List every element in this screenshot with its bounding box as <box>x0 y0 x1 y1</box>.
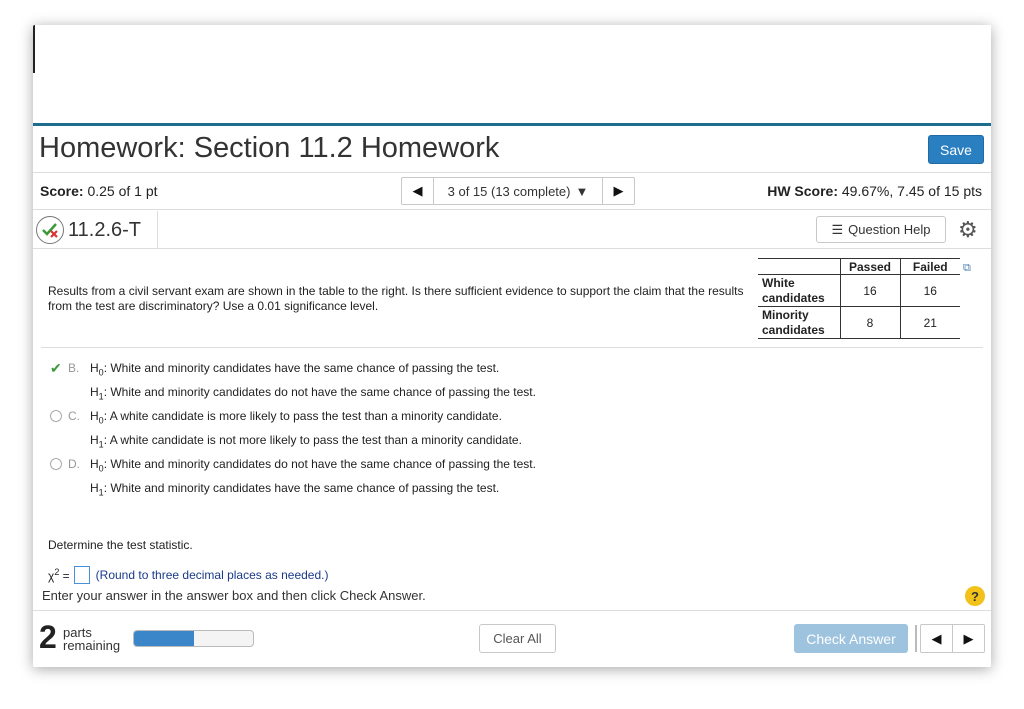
option-text: $H_0$: White and minority candidates have the same chance of passing the test. $H_1$: White and minority candidates do not have the same chance of passing the test. <box>90 361 536 402</box>
question-prompt: Results from a civil servant exam are shown in the table to the right. Is there sufficient evidence to support the claim that the results from the test are discriminatory? Use a 0.01 significance level. <box>48 284 744 313</box>
partial-credit-icon <box>36 216 64 244</box>
check-x-icon <box>40 220 60 240</box>
title-bar <box>33 123 991 171</box>
question-position: 3 of 15 (13 complete) <box>447 183 571 199</box>
previous-question-button[interactable] <box>402 178 434 204</box>
question-id <box>36 211 158 249</box>
score <box>40 183 158 199</box>
answer-option-b[interactable] <box>48 358 536 407</box>
question-selector[interactable] <box>434 178 602 204</box>
table-header-passed: Passed <box>840 259 900 275</box>
progress-bar <box>133 630 254 647</box>
check-answer-button[interactable]: Check Answer <box>794 624 908 653</box>
hw-score <box>767 183 982 199</box>
question-bar <box>33 211 991 249</box>
score-bar <box>33 172 991 210</box>
parts-label-line1: parts <box>63 625 92 640</box>
parts-count: 2 <box>39 619 57 655</box>
help-icon[interactable]: ? <box>965 586 985 606</box>
option-letter: C. <box>68 409 80 423</box>
chi-square-symbol: $\chi^2$ = <box>48 567 70 583</box>
save-button[interactable]: Save <box>928 135 984 164</box>
option-letter: B. <box>68 361 80 375</box>
table-row <box>758 307 960 339</box>
top-blank-area <box>33 25 991 125</box>
score-value: 0.25 of 1 pt <box>87 183 158 199</box>
radio-button[interactable] <box>50 410 62 422</box>
table-header-failed: Failed <box>900 259 960 275</box>
question-content <box>33 250 991 605</box>
cell-minority-failed: 21 <box>900 307 960 339</box>
question-number: 11.2.6-T <box>68 218 141 241</box>
footer-next-button[interactable] <box>953 625 984 652</box>
option-letter: D. <box>68 457 80 471</box>
row-label-minority: Minority candidates <box>758 307 840 339</box>
separator <box>915 625 917 652</box>
option-c-h0: : A white candidate is more likely to pass the test than a minority candidate. <box>103 409 502 423</box>
option-b-h0: : White and minority candidates have the same chance of passing the test. <box>103 361 500 375</box>
question-help-button[interactable] <box>816 216 946 243</box>
score-label: Score: <box>40 183 84 199</box>
option-c-h1: : A white candidate is not more likely to pass the test than a minority candidate. <box>103 433 522 448</box>
popout-icon[interactable]: ⧉ <box>963 262 971 274</box>
answer-option-c[interactable] <box>48 406 522 455</box>
determine-instruction: Determine the test statistic. <box>48 538 193 552</box>
clear-all-button[interactable]: Clear All <box>479 624 556 653</box>
answer-option-d[interactable] <box>48 454 536 503</box>
triangle-left-icon: ◀ <box>931 630 942 646</box>
gear-icon[interactable]: ⚙ <box>958 217 978 242</box>
hw-score-value: 49.67%, 7.45 of 15 pts <box>841 183 982 199</box>
checkmark-icon: ✔ <box>50 360 62 376</box>
cell-white-passed: 16 <box>840 275 900 307</box>
option-d-h1: : White and minority candidates have the same chance of passing the test. <box>103 481 500 496</box>
option-d-h0: : White and minority candidates do not have the same chance of passing the test. <box>103 457 536 471</box>
option-text: $H_0$: White and minority candidates do not have the same chance of passing the test. $H_1$: White and minority candidates have the same chance of passing the test. <box>90 457 536 498</box>
triangle-right-icon: ▶ <box>963 630 974 646</box>
progress-fill <box>134 631 194 646</box>
instruction-text: Enter your answer in the answer box and then click Check Answer. <box>42 588 426 603</box>
answer-input[interactable] <box>74 566 90 584</box>
parts-label <box>63 626 120 652</box>
divider <box>41 347 983 348</box>
footer-previous-button[interactable] <box>921 625 953 652</box>
next-question-button[interactable] <box>602 178 634 204</box>
hw-score-label: HW Score: <box>767 183 838 199</box>
dropdown-triangle-icon: ▼ <box>575 183 589 199</box>
page-title: Homework: Section 11.2 Homework <box>39 132 500 164</box>
question-help-label: Question Help <box>848 222 931 237</box>
rounding-note: (Round to three decimal places as needed.) <box>95 568 329 582</box>
results-table <box>758 258 960 339</box>
list-icon: ☰ <box>831 221 844 237</box>
footer-bar <box>33 610 991 667</box>
row-label-white: White candidates <box>758 275 840 307</box>
answer-row <box>48 566 328 584</box>
homework-window <box>33 25 991 667</box>
cell-white-failed: 16 <box>900 275 960 307</box>
parts-label-line2: remaining <box>63 638 121 653</box>
table-corner <box>758 259 840 275</box>
triangle-left-icon: ◀ <box>412 183 423 198</box>
question-navigator <box>401 177 635 205</box>
cell-minority-passed: 8 <box>840 307 900 339</box>
table-row <box>758 275 960 307</box>
triangle-right-icon: ▶ <box>613 183 624 198</box>
footer-navigator <box>920 624 985 653</box>
radio-button[interactable] <box>50 458 62 470</box>
option-text: $H_0$: A white candidate is more likely to pass the test than a minority candidate. $H_1$: A white candidate is not more likely to pass the test than a minority candidate. <box>90 409 522 450</box>
option-b-h1: : White and minority candidates do not have the same chance of passing the test. <box>103 385 536 400</box>
edge-marker <box>33 25 35 73</box>
